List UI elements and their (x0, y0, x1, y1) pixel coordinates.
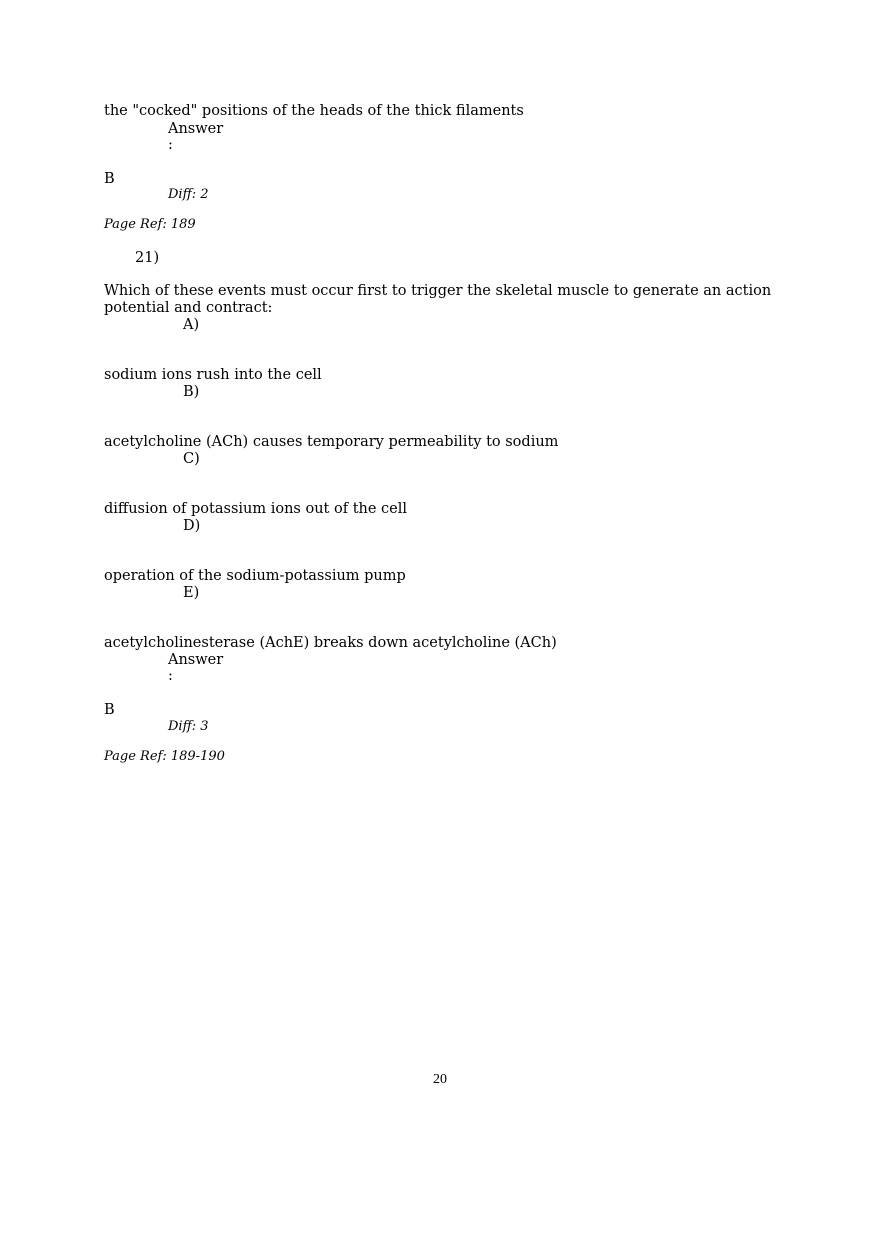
answer-label: Answer (168, 652, 224, 668)
page-ref: Page Ref: 189-190 (104, 749, 225, 764)
option-text-b: acetylcholine (ACh) causes temporary permeability to sodium (104, 434, 559, 450)
page-number: 20 (433, 1072, 447, 1087)
option-letter-c: C) (183, 451, 200, 467)
option-text-a: sodium ions rush into the cell (104, 367, 322, 383)
option-text-d: operation of the sodium-potassium pump (104, 568, 406, 584)
page-ref: Page Ref: 189 (104, 217, 196, 232)
question-number: 21) (135, 250, 160, 266)
answer-value: B (104, 702, 115, 718)
question-text-line2: potential and contract: (104, 300, 273, 316)
difficulty: Diff: 3 (168, 719, 209, 734)
difficulty: Diff: 2 (168, 187, 209, 202)
question-text-line1: Which of these events must occur first to trigger the skeletal muscle to generate an action (104, 283, 772, 299)
option-letter-b: B) (183, 384, 200, 400)
option-letter-d: D) (183, 518, 201, 534)
prev-option-text: the "cocked" positions of the heads of the thick filaments (104, 103, 524, 119)
answer-value: B (104, 171, 115, 187)
answer-colon: : (168, 137, 173, 153)
answer-colon: : (168, 668, 173, 684)
option-letter-a: A) (183, 317, 200, 333)
option-text-c: diffusion of potassium ions out of the cell (104, 501, 408, 517)
answer-label: Answer (168, 121, 224, 137)
option-text-e: acetylcholinesterase (AchE) breaks down acetylcholine (ACh) (104, 635, 557, 651)
option-letter-e: E) (183, 585, 200, 601)
